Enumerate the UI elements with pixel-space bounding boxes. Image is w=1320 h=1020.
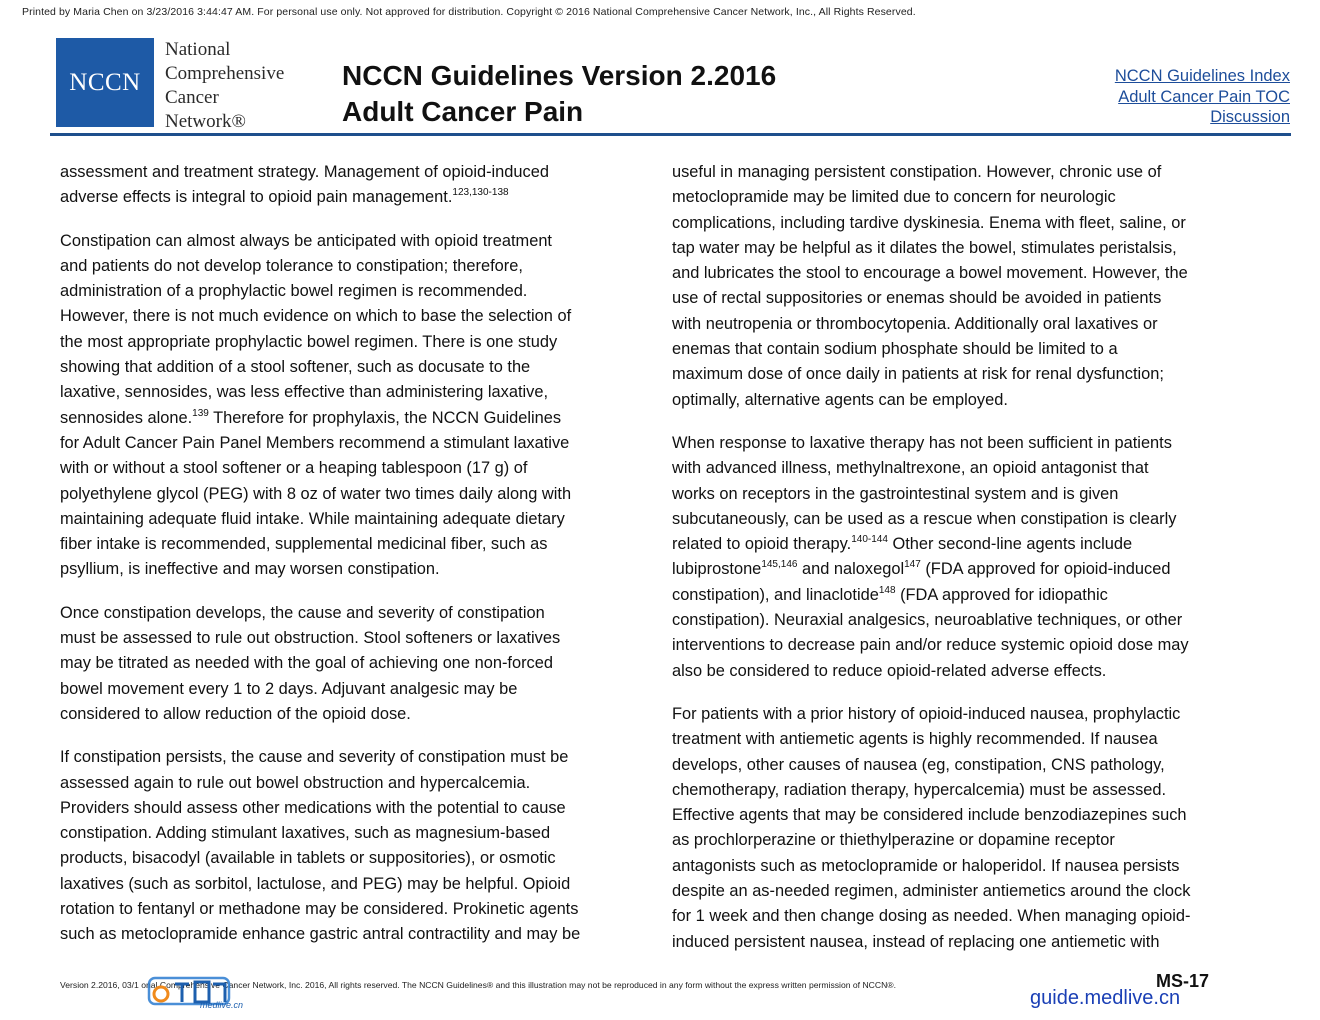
paragraph: For patients with a prior history of opioid-induced nausea, prophylactic treatment with antiemetic agents is highly recommended. If nausea develops, other causes of nausea (eg, constipation, CNS pathology, chemotherapy, radiation therapy, hypercalcemia) must be assessed. Effective agents that may be considered include benzodiazepines such as prochlorperazine or thiethylperazine or dopamine receptor antagonists such as metoclopramide or haloperidol. If nausea persists despite an as-needed regimen, administer antiemetics around the clock for 1 week and then change dosing as needed. When managing opioid- induced persistent nausea, instead of replacing one antiemetic with: [672, 704, 1191, 951]
reference-superscript: 147: [904, 559, 921, 571]
title-topic: Adult Cancer Pain: [342, 96, 584, 127]
paragraph-text: and naloxegol: [797, 560, 905, 579]
medlive-watermark-url: guide.medlive.cn: [1030, 987, 1181, 1009]
reference-superscript: 139: [192, 407, 209, 419]
nccn-logo-wordmark: [165, 38, 284, 134]
paragraph-text: Constipation can almost always be anticipated with opioid treatment and patients do not develop tolerance to constipation; therefore, administration of a prophylactic bowel regimen is recommended. However, there is not much evidence on which to base the selection of the most appropriate prophylactic bowel regimen. There is one study showing that addition of a stool softener, such as docusate to the laxative, sennosides, was less effective than administering laxative, sennosides alone.: [60, 231, 572, 427]
reference-superscript: 123,130-138: [452, 187, 509, 199]
nccn-logo-mark: NCCN: [69, 68, 141, 96]
logo-word-1: National: [165, 39, 231, 60]
paragraph: useful in managing persistent constipation. However, chronic use of metoclopramide may be limited due to concern for neurologic complications, including tardive dyskinesia. Enema with fleet, saline, or tap water may be helpful as it dilates the bowel, stimulates peristalsis, and lubricates the stool to encourage a bowel movement. However, the use of rectal suppositories or enemas should be avoided in patients with neutropenia or thrombocytopenia. Additionally oral laxatives or enemas that contain sodium phosphate should be limited to a maximum dose of once daily in patients at risk for renal dysfunction; optimally, alternative agents can be employed.: [672, 163, 1188, 409]
left-column: [60, 160, 648, 966]
paragraph: If constipation persists, the cause and severity of constipation must be assessed again to rule out bowel obstruction and hypercalcemia. Providers should assess other medications with the potential to cause constipation. Adding stimulant laxatives, such as magnesium-based products, bisacodyl (available in tablets or suppositories), or osmotic laxatives (such as sorbitol, lactulose, and PEG) may be helpful. Opioid rotation to fentanyl or methadone may be considered. Prokinetic agents such as metoclopramide enhance gastric antral contractility and may be: [60, 748, 581, 944]
print-notice: Printed by Maria Chen on 3/23/2016 3:44:47 AM. For personal use only. Not approved for distribution. Copyright © 2016 National Comprehensive Cancer Network, Inc., All Rights Reserved.: [22, 6, 916, 18]
document-title: [342, 58, 776, 130]
header-links: [1115, 66, 1290, 128]
guidelines-index-link[interactable]: NCCN Guidelines Index: [1114, 67, 1290, 85]
reference-superscript: 140-144: [851, 534, 888, 546]
paragraph: [60, 229, 648, 583]
logo-word-3: Cancer: [165, 87, 219, 108]
medlive-watermark-caption: medlive.cn: [200, 1000, 244, 1010]
paragraph-text: (FDA approved for opioid-induced constipation), and linaclotide: [672, 560, 1171, 604]
paragraph-text: Therefore for prophylaxis, the NCCN Guidelines for Adult Cancer Pain Panel Members recommend a stimulant laxative with or without a stool softener or a heaping tablespoon (17 g) of polyethylene glycol (PEG) with 8 oz of water two times daily along with maintaining adequate fluid intake. While maintaining adequate dietary fiber intake is recommended, supplemental medicinal fiber, such as psyllium, is ineffective and may worsen constipation.: [60, 408, 572, 579]
paragraph: Once constipation develops, the cause and severity of constipation must be assessed to rule out obstruction. Stool softeners or laxatives may be titrated as needed with the goal of achieving one non-forced bowel movement every 1 to 2 days. Adjuvant analgesic may be considered to allow reduction of the opioid dose.: [60, 603, 561, 723]
reference-superscript: 145,146: [761, 559, 798, 571]
paragraph: [672, 431, 1262, 684]
title-version: NCCN Guidelines Version 2.2016: [342, 60, 777, 91]
paragraph: [60, 160, 648, 211]
paragraph-text: assessment and treatment strategy. Management of opioid-induced adverse effects is integral to opioid pain management.: [60, 163, 549, 207]
footer-copyright: Version 2.2016, 03/1 onal Comprehensive Cancer Network, Inc. 2016, All rights reserved. The NCCN Guidelines® and this illustration may not be reproduced in any form without the express written permission of NCCN®.: [60, 980, 896, 990]
reference-superscript: 148: [878, 584, 896, 596]
right-column: [672, 160, 1262, 973]
page-number: MS-17: [1156, 971, 1210, 991]
header-divider: [50, 133, 1291, 136]
nccn-logo: [56, 38, 154, 127]
paragraph-text: (FDA approved for idiopathic constipation). Neuraxial analgesics, neuroablative techniques, or other interventions to decrease pain and/or reduce systemic opioid dose may also be considered to reduce opioid-related adverse effects.: [672, 585, 1189, 680]
discussion-link[interactable]: Discussion: [1210, 108, 1290, 126]
logo-word-4: Network®: [165, 111, 246, 132]
paragraph-text: When response to laxative therapy has not been sufficient in patients with advanced illness, methylnaltrexone, an opioid antagonist that works on receptors in the gastrointestinal system and is given subcutaneously, can be used as a rescue when constipation is clearly related to opioid therapy.: [672, 433, 1177, 554]
logo-word-2: Comprehensive: [165, 63, 285, 84]
paragraph-text: Other second-line agents include lubiprostone: [672, 535, 1133, 579]
toc-link[interactable]: Adult Cancer Pain TOC: [1118, 87, 1290, 106]
